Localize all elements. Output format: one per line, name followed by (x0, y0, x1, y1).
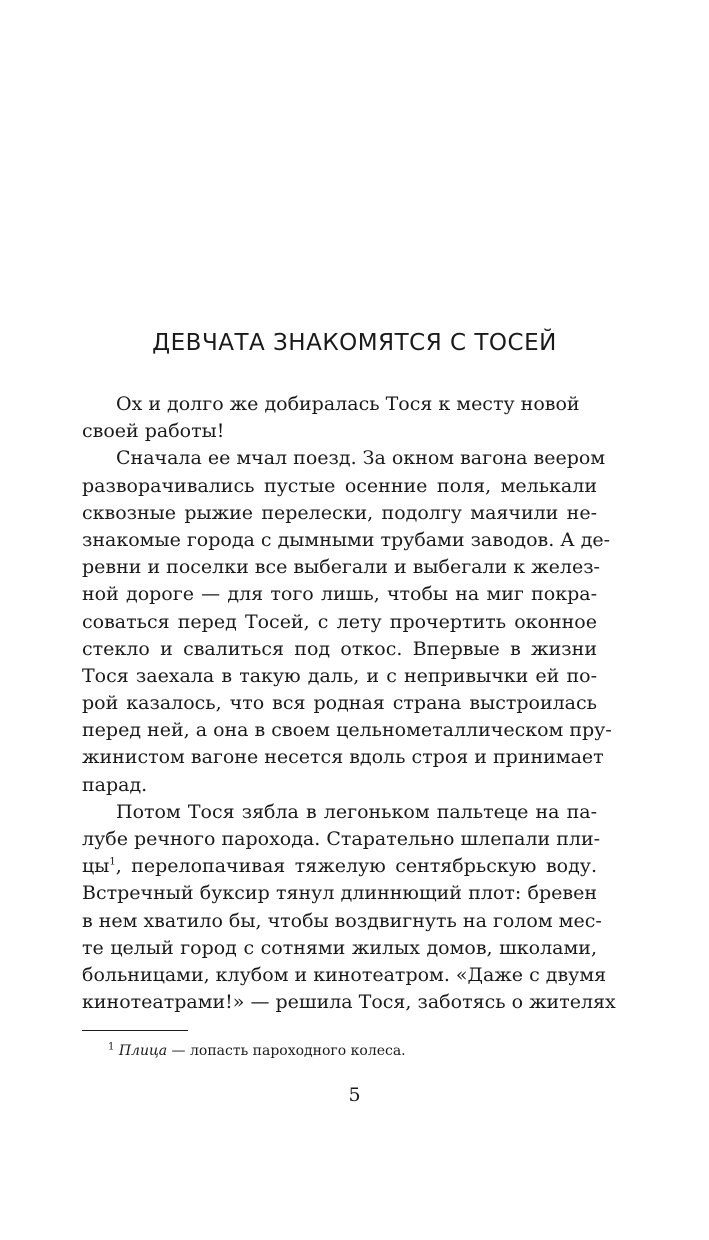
text-line: лубе речного парохода. Старательно шлепали пли- (82, 828, 601, 850)
text-line: рой казалось, что вся родная страна выстроилась (82, 692, 597, 715)
text-line: в нем хватило бы, чтобы воздвигнуть на голом мес- (82, 909, 602, 932)
text-line-with-footnote (82, 853, 597, 880)
text-line: Ох и долго же добиралась Тося к месту новой (116, 393, 580, 415)
text-line: кинотеатрами!» — решила Тося, заботясь о жителях (82, 991, 616, 1014)
text-fragment: цы (82, 855, 110, 878)
text-line: соваться перед Тосей, с лету прочертить оконное (82, 610, 597, 633)
text-line: перед ней, а она в своем цельнометаллическом пру- (82, 719, 612, 742)
text-line: знакомые города с дымными трубами заводов. А де- (82, 528, 611, 551)
text-fragment: , перелопачивая тяжелую сентябрьскую воду. (115, 855, 597, 878)
chapter-title: ДЕВЧАТА ЗНАКОМЯТСЯ С ТОСЕЙ (152, 330, 557, 356)
body-text (82, 391, 616, 1016)
page-number: 5 (348, 1084, 361, 1106)
text-line: Потом Тося зябла в легоньком пальтеце на па- (116, 800, 597, 823)
text-line: Тося заехала в такую даль, и с непривычки ей по- (82, 664, 597, 687)
footnote-definition: — лопасть пароходного колеса. (167, 1043, 406, 1059)
text-line: разворачивались пустые осенние поля, мелькали (82, 474, 597, 497)
footnote-marker: 1 (108, 1041, 115, 1053)
footnote-reference: 1 (109, 856, 116, 868)
text-line: те целый город с сотнями жилых домов, школами, (82, 936, 597, 959)
footnote (108, 1041, 406, 1061)
footnote-divider (82, 1030, 188, 1031)
text-line: больницами, клубом и кинотеатром. «Даже с двумя (82, 963, 607, 986)
text-line: ной дороге — для того лишь, чтобы на миг покра- (82, 583, 597, 606)
text-line: ревни и поселки все выбегали и выбегали к желез- (82, 556, 600, 579)
text-line: Сначала ее мчал поезд. За окном вагона веером (116, 447, 606, 470)
text-line: сквозные рыжие перелески, подолгу маячили не- (82, 501, 597, 524)
footnote-term: Плица (118, 1043, 168, 1059)
text-line: жинистом вагоне несется вдоль строя и принимает (82, 746, 604, 769)
text-line: стекло и свалиться под откос. Впервые в жизни (82, 637, 597, 660)
text-line: своей работы! (82, 420, 225, 443)
text-line: Встречный буксир тянул длиннющий плот: бревен (82, 882, 597, 905)
text-line: парад. (82, 773, 148, 796)
